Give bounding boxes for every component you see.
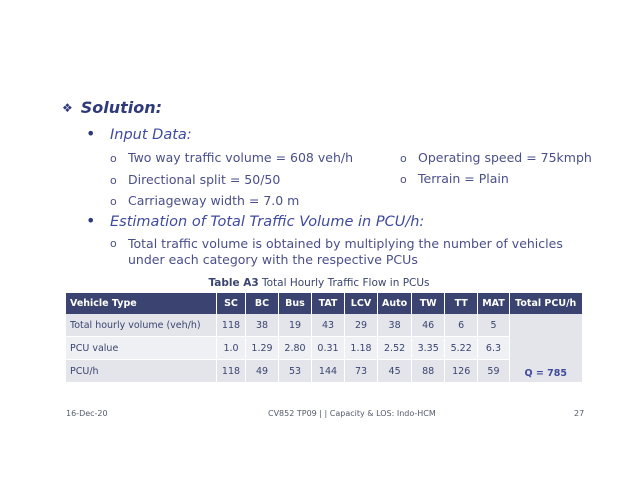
table-row	[66, 360, 582, 383]
table-row	[66, 337, 582, 360]
input-item-text: Terrain = Plain	[418, 171, 509, 186]
table-cell: 73	[345, 360, 378, 383]
footer-date: 16-Dec-20	[66, 409, 108, 418]
row-label: PCU/h	[66, 360, 217, 383]
table-cell: 1.29	[246, 337, 279, 360]
input-item	[400, 150, 592, 165]
traffic-flow-table	[66, 293, 583, 383]
column-header: TW	[412, 293, 445, 314]
row-label: PCU value	[66, 337, 217, 360]
estimation-text-item	[110, 236, 590, 268]
table-cell: 2.80	[279, 337, 312, 360]
table-cell: 3.35	[412, 337, 445, 360]
footer-page-number: 27	[574, 409, 585, 418]
bullet-dot-icon: •	[86, 124, 96, 143]
table-cell: 38	[246, 314, 279, 337]
input-item-text: Carriageway width = 7.0 m	[128, 193, 300, 208]
column-header: Auto	[378, 293, 412, 314]
table-cell: 43	[312, 314, 345, 337]
table-cell: 29	[345, 314, 378, 337]
table-cell: 118	[217, 360, 246, 383]
circle-bullet-icon: o	[110, 195, 117, 208]
estimation-text: Total traffic volume is obtained by multiplying the number of vehicles under each category with the respective PCUs	[128, 236, 563, 267]
row-label: Total hourly volume (veh/h)	[66, 314, 217, 337]
table-cell: 126	[445, 360, 478, 383]
column-header: MAT	[478, 293, 510, 314]
column-header: LCV	[345, 293, 378, 314]
circle-bullet-icon: o	[110, 152, 117, 165]
table-cell: 5.22	[445, 337, 478, 360]
circle-bullet-icon: o	[110, 237, 117, 250]
table-header-row	[66, 293, 582, 314]
column-header: SC	[217, 293, 246, 314]
table-cell: 53	[279, 360, 312, 383]
column-header: BC	[246, 293, 279, 314]
input-item	[110, 193, 299, 208]
column-header: TT	[445, 293, 478, 314]
input-data-bullet	[86, 124, 192, 143]
table-caption-text: Total Hourly Traffic Flow in PCUs	[258, 277, 430, 289]
table-cell: 46	[412, 314, 445, 337]
column-header: TAT	[312, 293, 345, 314]
estimation-bullet	[86, 211, 424, 230]
input-item	[110, 150, 353, 165]
table-cell: 19	[279, 314, 312, 337]
table-cell: 5	[478, 314, 510, 337]
bullet-dot-icon: •	[86, 211, 96, 230]
table-row	[66, 314, 582, 337]
table-cell: 45	[378, 360, 412, 383]
input-item-text: Two way traffic volume = 608 veh/h	[128, 150, 353, 165]
table-cell: 2.52	[378, 337, 412, 360]
input-item-text: Directional split = 50/50	[128, 172, 281, 187]
table-cell: 1.0	[217, 337, 246, 360]
table-cell: 1.18	[345, 337, 378, 360]
table-cell: 38	[378, 314, 412, 337]
table-cell: 6.3	[478, 337, 510, 360]
circle-bullet-icon: o	[400, 173, 407, 186]
column-header: Vehicle Type	[66, 293, 217, 314]
input-item	[110, 172, 280, 187]
circle-bullet-icon: o	[110, 174, 117, 187]
input-data-heading: Input Data:	[110, 127, 192, 143]
table-cell: 144	[312, 360, 345, 383]
total-pcu-cell: Q = 785	[509, 314, 582, 383]
table-cell: 88	[412, 360, 445, 383]
circle-bullet-icon: o	[400, 152, 407, 165]
input-item-text: Operating speed = 75kmph	[418, 150, 592, 165]
column-header: Total PCU/h	[509, 293, 582, 314]
table-caption-label: Table A3	[208, 277, 259, 289]
diamond-bullet-icon: ❖	[62, 100, 73, 115]
table-cell: 6	[445, 314, 478, 337]
solution-heading	[62, 98, 162, 117]
table-cell: 0.31	[312, 337, 345, 360]
solution-title: Solution:	[80, 98, 163, 117]
column-header: Bus	[279, 293, 312, 314]
table-caption	[0, 277, 638, 289]
input-item	[400, 171, 509, 186]
table-cell: 49	[246, 360, 279, 383]
footer-course: CV852 TP09 | | Capacity & LOS: Indo-HCM	[268, 409, 436, 418]
table-cell: 118	[217, 314, 246, 337]
table-cell: 59	[478, 360, 510, 383]
estimation-heading: Estimation of Total Traffic Volume in PCU/h:	[110, 214, 425, 230]
